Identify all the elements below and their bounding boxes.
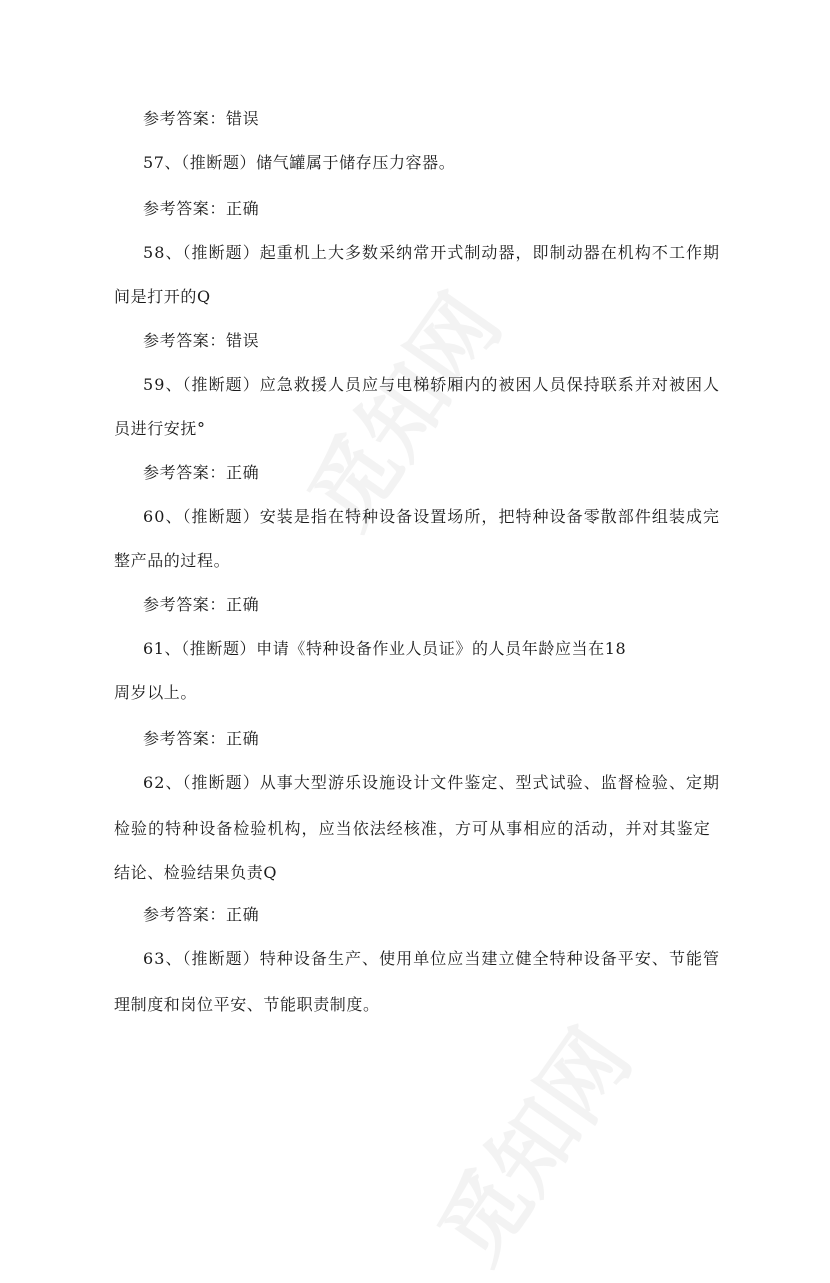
question-line: 57、（推断题）储气罐属于储存压力容器。 xyxy=(143,153,456,172)
question-line: 58、（推断题）起重机上大多数采纳常开式制动器，即制动器在机构不工作期 xyxy=(143,243,721,262)
answer-line: 参考答案：错误 xyxy=(143,109,260,128)
question-continuation: 周岁以上。 xyxy=(114,683,198,702)
answer-line: 参考答案：错误 xyxy=(143,331,260,350)
question-line: 63、（推断题）特种设备生产、使用单位应当建立健全特种设备平安、节能管 xyxy=(143,949,721,968)
question-continuation: 结论、检验结果负责Q xyxy=(114,863,278,882)
answer-line: 参考答案：正确 xyxy=(143,729,260,748)
question-line: 59、（推断题）应急救援人员应与电梯轿厢内的被困人员保持联系并对被困人 xyxy=(143,375,721,394)
question-continuation: 整产品的过程。 xyxy=(114,551,231,570)
answer-line: 参考答案：正确 xyxy=(143,905,260,924)
answer-line: 参考答案：正确 xyxy=(143,199,260,218)
question-line: 62、（推断题）从事大型游乐设施设计文件鉴定、型式试验、监督检验、定期 xyxy=(143,773,721,792)
watermark xyxy=(404,1001,654,1283)
question-continuation: 检验的特种设备检验机构，应当依法经核准，方可从事相应的活动，并对其鉴定 xyxy=(114,819,711,838)
question-continuation: 员进行安抚° xyxy=(114,419,206,438)
question-line: 60、（推断题）安装是指在特种设备设置场所，把特种设备零散部件组装成完 xyxy=(143,507,721,526)
answer-line: 参考答案：正确 xyxy=(143,463,260,482)
question-continuation: 间是打开的Q xyxy=(114,287,211,306)
question-continuation: 理制度和岗位平安、节能职责制度。 xyxy=(114,995,380,1014)
question-line: 61、（推断题）申请《特种设备作业人员证》的人员年龄应当在18 xyxy=(143,639,627,658)
answer-line: 参考答案：正确 xyxy=(143,595,260,614)
